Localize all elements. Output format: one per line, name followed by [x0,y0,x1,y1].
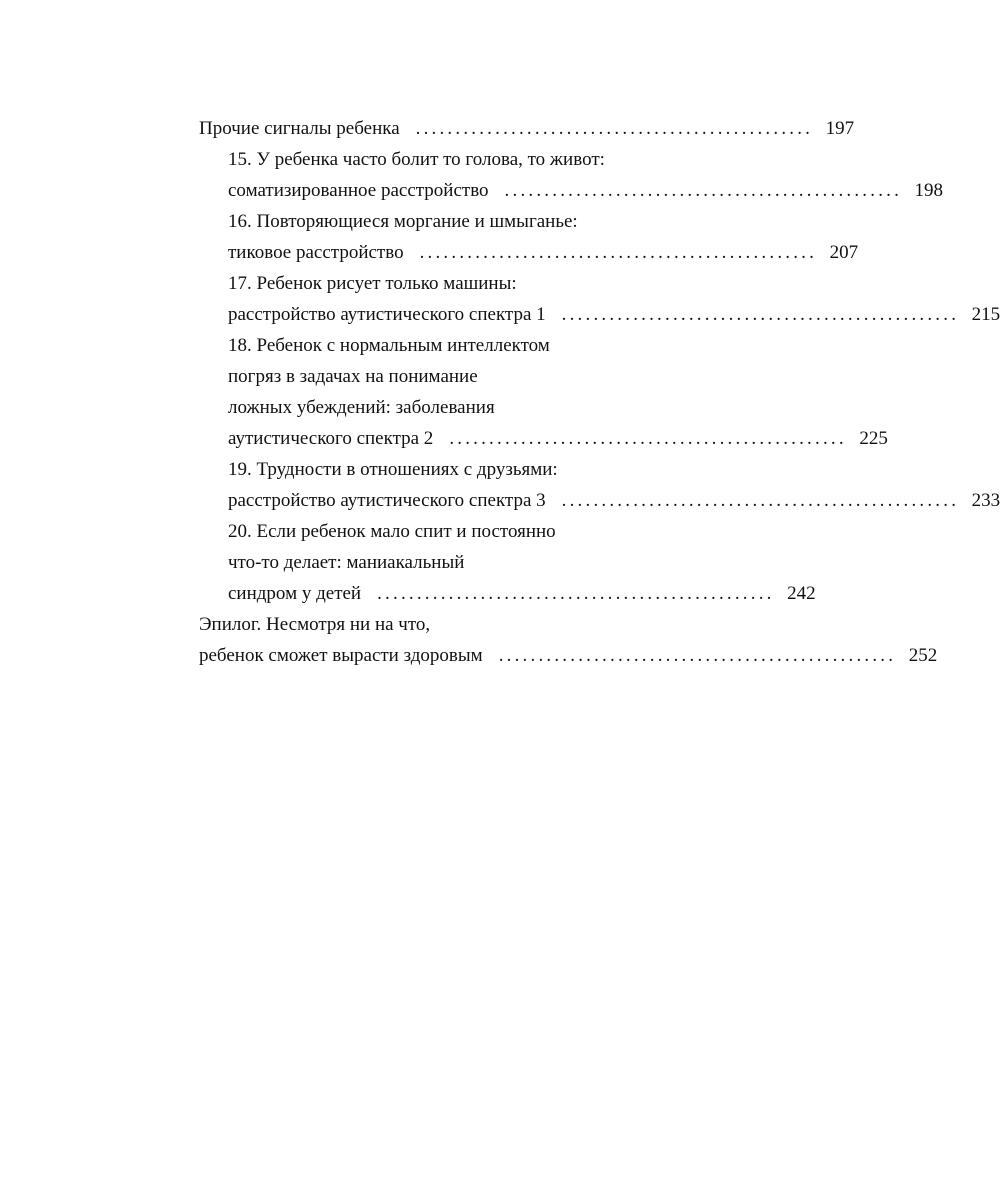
toc-entry-title: Эпилог. Несмотря ни на что, [199,614,431,635]
toc-entry-prochie-signaly [199,113,855,144]
toc-entry-title-continued: синдром у детей [228,583,362,604]
toc-entry-chapter-15 [199,144,944,206]
toc-entry-line [199,299,1000,330]
dot-leader: .................................................. [561,490,960,511]
toc-entry-line [199,144,700,175]
toc-entry-chapter-17 [199,268,1000,330]
toc-entry-line [199,454,700,485]
toc-entry-line [199,237,859,268]
toc-entry-title: 19. Трудности в отношениях с друзьями: [228,459,558,480]
toc-entry-title: 20. Если ребенок мало спит и постоянно [228,521,556,542]
toc-entry-title-continued: ребенок сможет вырасти здоровым [199,645,483,666]
toc-entry-line [199,268,700,299]
toc-entry-line [199,547,700,578]
toc-entry-title: Прочие сигналы ребенка [199,118,400,139]
toc-entry-line [199,361,700,392]
toc-entry-line [199,578,816,609]
toc-entry-chapter-16 [199,206,859,268]
dot-leader: .................................................. [449,428,847,449]
toc-entry-title-continued: аутистического спектра 2 [228,428,434,449]
toc-page-number: 242 [787,583,816,604]
toc-entry-line [199,609,700,640]
dot-leader: .................................................. [498,645,897,666]
toc-page-number: 197 [825,118,855,139]
toc-entry-title: 17. Ребенок рисует только машины: [228,273,517,294]
toc-page-number: 233 [971,490,1000,511]
toc-page-number: 215 [971,304,1000,325]
dot-leader: .................................................. [561,304,960,325]
dot-leader: .................................................. [504,180,903,201]
toc-entry-line [199,113,855,144]
toc-entry-line [199,392,700,423]
toc-entry-line [199,206,700,237]
toc-entry-title-continued: погряз в задачах на понимание [228,366,478,387]
toc-entry-line [199,330,700,361]
toc-entry-line [199,485,1000,516]
toc-entry-line [199,640,938,671]
toc-entry-title-continued: расстройство аутистического спектра 1 [228,304,546,325]
toc-entry-title-continued: ложных убеждений: заболевания [228,397,495,418]
toc-page-number: 207 [829,242,859,263]
dot-leader: .................................................. [419,242,818,263]
toc-entry-chapter-20 [199,516,816,609]
toc-entry-chapter-19 [199,454,1000,516]
toc-entry-title: 15. У ребенка часто болит то голова, то живот: [228,149,605,170]
toc-entry-title-continued: расстройство аутистического спектра 3 [228,490,546,511]
dot-leader: .................................................. [415,118,814,139]
toc-entry-chapter-18 [199,330,888,454]
toc-entry-epilogue [199,609,938,671]
toc-entry-title-continued: соматизированное расстройство [228,180,489,201]
toc-page-number: 198 [914,180,944,201]
toc-entry-title-continued: тиковое расстройство [228,242,404,263]
toc-page-number: 252 [908,645,938,666]
table-of-contents [199,113,1000,671]
toc-entry-title: 18. Ребенок с нормальным интеллектом [228,335,550,356]
toc-entry-line [199,423,888,454]
toc-entry-line [199,516,700,547]
toc-page-number: 225 [859,428,888,449]
toc-entry-title-continued: что-то делает: маниакальный [228,552,465,573]
toc-entry-title: 16. Повторяющиеся моргание и шмыганье: [228,211,578,232]
dot-leader: .................................................. [377,583,775,604]
toc-entry-line [199,175,944,206]
